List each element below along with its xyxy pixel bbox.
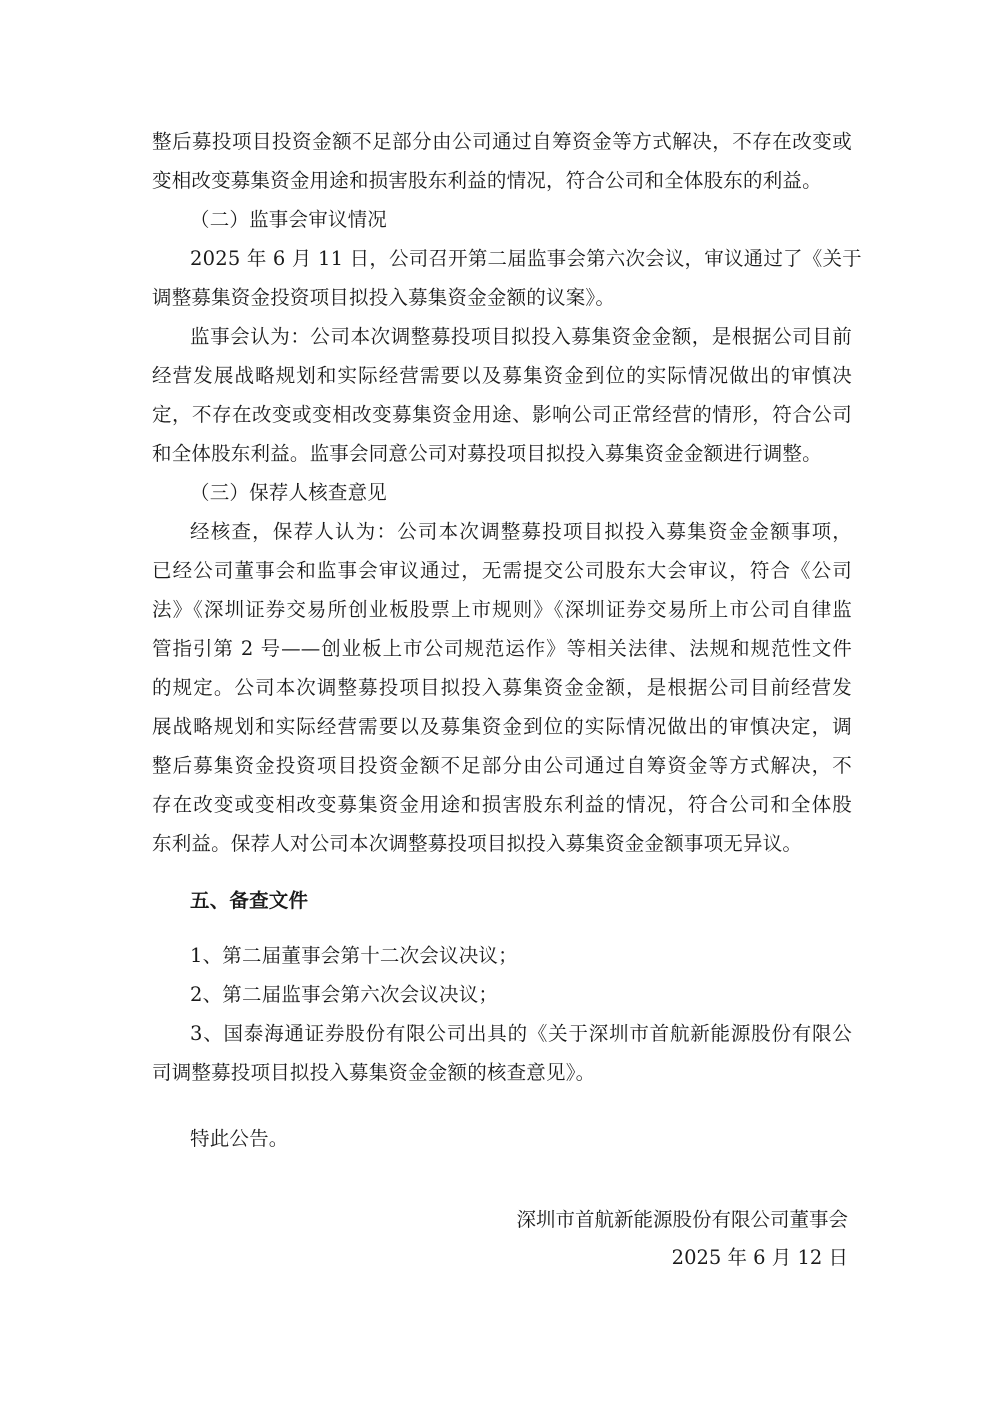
list-item-continuation: 司调整募投项目拟投入募集资金金额的核查意见》。 [152,1061,596,1084]
closing-notice: 特此公告。 [190,1127,289,1150]
paragraph-line: 已经公司董事会和监事会审议通过，无需提交公司股东大会审议，符合《公司 [152,559,852,582]
paragraph-line: 监事会认为：公司本次调整募投项目拟投入募集资金金额，是根据公司目前 [190,325,852,348]
subsection-heading: （三）保荐人核查意见 [190,481,388,504]
paragraph-line: 变相改变募集资金用途和损害股东利益的情况，符合公司和全体股东的利益。 [152,169,822,192]
paragraph-line: 经核查，保荐人认为：公司本次调整募投项目拟投入募集资金金额事项， [190,520,852,543]
paragraph-line: 存在改变或变相改变募集资金用途和损害股东利益的情况，符合公司和全体股 [152,793,852,816]
paragraph-line: 调整募集资金投资项目拟投入募集资金金额的议案》。 [152,286,616,309]
paragraph-line: 2025 年 6 月 11 日，公司召开第二届监事会第六次会议，审议通过了《关于 [190,247,862,270]
signature: 深圳市首航新能源股份有限公司董事会 [516,1208,848,1231]
paragraph-line: 法》《深圳证券交易所创业板股票上市规则》《深圳证券交易所上市公司自律监 [152,598,852,621]
section-heading: 五、备查文件 [190,889,309,912]
list-item: 3、国泰海通证券股份有限公司出具的《关于深圳市首航新能源股份有限公 [190,1022,852,1045]
paragraph-line: 和全体股东利益。监事会同意公司对募投项目拟投入募集资金金额进行调整。 [152,442,822,465]
paragraph-line: 经营发展战略规划和实际经营需要以及募集资金到位的实际情况做出的审慎决 [152,364,852,387]
list-item: 1、第二届董事会第十二次会议决议； [190,944,518,967]
paragraph-line: 东利益。保荐人对公司本次调整募投项目拟投入募集资金金额事项无异议。 [152,832,803,855]
list-item: 2、第二届监事会第六次会议决议； [190,983,499,1006]
paragraph-line: 整后募投项目投资金额不足部分由公司通过自筹资金等方式解决，不存在改变或 [152,130,852,153]
paragraph-line: 展战略规划和实际经营需要以及募集资金到位的实际情况做出的审慎决定，调 [152,715,852,738]
paragraph-line: 的规定。公司本次调整募投项目拟投入募集资金金额，是根据公司目前经营发 [152,676,852,699]
paragraph-line: 定，不存在改变或变相改变募集资金用途、影响公司正常经营的情形，符合公司 [152,403,852,426]
paragraph-line: 管指引第 2 号——创业板上市公司规范运作》等相关法律、法规和规范性文件 [152,637,852,660]
signature-date: 2025 年 6 月 12 日 [671,1246,848,1269]
subsection-heading: （二）监事会审议情况 [190,208,388,231]
paragraph-line: 整后募集资金投资项目投资金额不足部分由公司通过自筹资金等方式解决，不 [152,754,852,777]
